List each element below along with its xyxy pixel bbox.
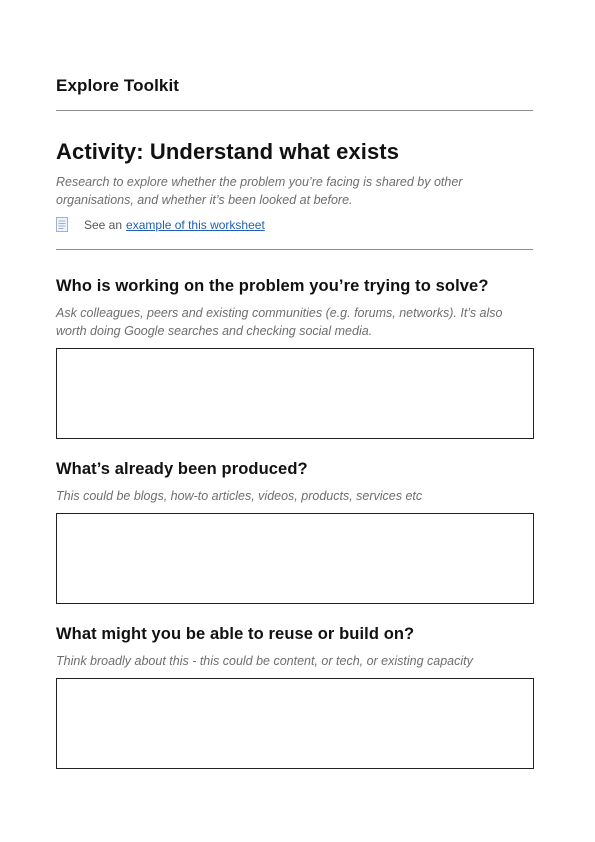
question-title-already-produced: What’s already been produced? <box>56 460 308 478</box>
example-worksheet-link[interactable]: example of this worksheet <box>126 217 265 232</box>
example-prefix: See an <box>84 217 123 232</box>
answer-box-reuse-or-build[interactable] <box>56 678 534 769</box>
answer-box-who-is-working[interactable] <box>56 348 534 439</box>
document-icon <box>56 217 68 232</box>
question-title-reuse-or-build: What might you be able to reuse or build on? <box>56 625 415 643</box>
question-hint-who-is-working: Ask colleagues, peers and existing communities (e.g. forums, networks). It’s also worth doing Google searches and checking social media. <box>56 306 503 338</box>
answer-box-already-produced[interactable] <box>56 513 534 604</box>
question-title-who-is-working: Who is working on the problem you’re trying to solve? <box>56 277 489 295</box>
example-line <box>56 217 265 232</box>
divider-middle <box>56 249 533 250</box>
divider-top <box>56 110 533 111</box>
toolkit-title: Explore Toolkit <box>56 76 180 95</box>
question-hint-already-produced: This could be blogs, how-to articles, videos, products, services etc <box>56 489 423 503</box>
activity-intro: Research to explore whether the problem you’re facing is shared by other organisations, and whether it’s been looked at before. <box>56 175 463 207</box>
activity-title: Activity: Understand what exists <box>56 139 400 164</box>
question-hint-reuse-or-build: Think broadly about this - this could be content, or tech, or existing capacity <box>56 654 473 668</box>
